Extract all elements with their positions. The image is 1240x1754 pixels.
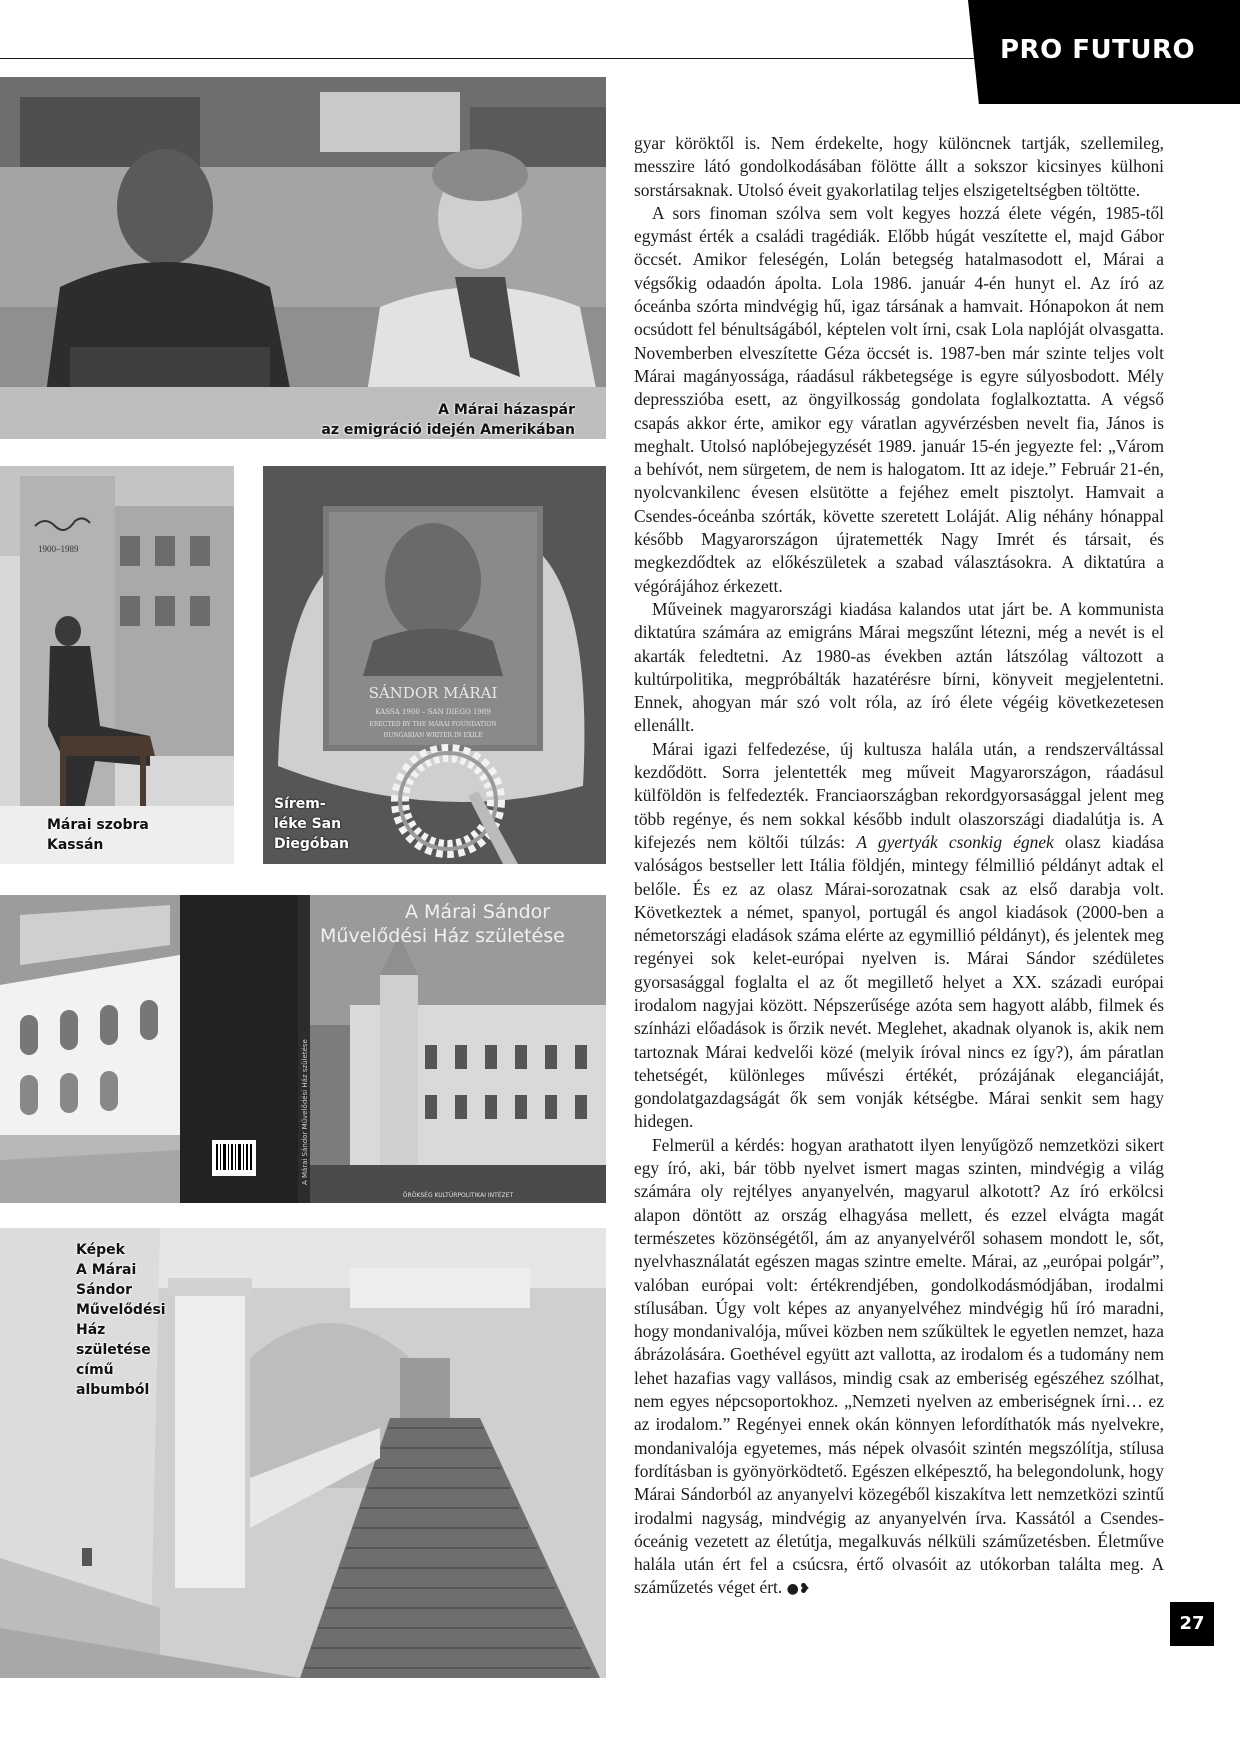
book-title-italic: A gyertyák csonkig égnek — [856, 831, 1054, 852]
caption-album-line7: című — [76, 1362, 114, 1378]
book-title-line2: Művelődési Ház születése — [320, 925, 565, 947]
article-paragraph-4 — [634, 738, 1164, 1134]
article-paragraph-5-text: Felmerül a kérdés: hogyan arathatott ilyen lenyűgöző nemzetközi sikert egy író, aki, bár több nyelvet ismert magas szinten, mindvégig a világ számára oly rejtélyes anyanyelvén, magyarul alkotott? Az író erkölcsi alapon döntött az ország elhagyása mellett, és ezzel elvágta magát természetes közönségétől, ám az anyanyelvéről sohasem mondott le, sőt, nyelvhasználatát egészen magas szintre emelte. Márai, az „európai polgár”, valóban európai volt: értékrendjében, gondolkodásmódjában, irodalmi stílusában. Úgy volt képes az anyanyelvéhez mindvégig hű író maradni, hogy mondanivalója, művei közben nem szűkültek le egyetlen nemzet, haza ábrázolására. Goethével együtt azt vallotta, az irodalom és a tudomány nem lehet hazafias vagy vallásos, mindig csak az emberiség egészéhez szólhat, nem egyes népcsoportokhoz. „Nemzeti nyelven az emberiségnek írni… ez az irodalom.” Regényei ennek okán könnyen lefordíthatók más nyelvekre, mondanivalója egyetemes, más népek olvasóit szintén megszólítja, stílusa fordításban is gyönyörködtető. Egészen elképesztő, ha belegondolunk, hogy Márai Sándorból az anyanyelvi közegéből kiszakítva lett nemzetközi szintű irodalmi nagyság, mindvégig az anyanyelvén írva. Kassától a Csendes-óceánig vezetett az életútja, megalkuvás nélküli száműzetésben. Életműve halála után ért fel a csúcsra, értő olvasóit az utókorban találta meg. A száműzetés véget ért. — [634, 1134, 1164, 1598]
caption-album-line1: Képek — [76, 1242, 125, 1258]
caption-grave-line2: léke San — [274, 816, 342, 832]
caption-couple-line2: az emigráció idején Amerikában — [321, 422, 575, 438]
photo-atrium-image — [0, 895, 180, 1203]
book-publisher: ÖRÖKSÉG KULTÚRPOLITIKAI INTÉZET — [402, 1192, 514, 1199]
article-column — [634, 132, 1164, 1602]
caption-couple — [300, 400, 575, 440]
section-title: PRO FUTURO — [1000, 35, 1196, 65]
header-rule — [0, 58, 980, 59]
photo-statue-image — [0, 466, 234, 864]
article-paragraph-2: A sors finoman szólva sem volt kegyes hozzá élete végén, 1985-től egymást érték a családi tragédiák. Előbb húgát veszítette el, majd Gábor öccsét. Amikor feleségén, Lolán betegség hatalmasodott el, Márai a végsőkig odaadón ápolta. Lola 1986. január 4-én hunyt el. Az író az óceánba szórta mindvégig hű, igaz társának a hamvait. Hónapokon át nem ocsúdott fel bénultságából, képtelen volt írni, csak Lola naplóját olvasgatta. Novemberben elveszítette Géza öccsét is. 1987-ben már szinte teljes volt Márai magányossága, ráadásul rákbetegsége is egyre súlyosbodott. Mély depresszióba esett, az öngyilkosság gondolata foglalkoztatta. A végső csapás akkor érte, amikor egy váratlan agyvérzésben nevelt fia, János is meghalt. Utolsó naplóbejegyzését 1989. január 15-én jegyezte fel: „Várom a behívót, nem sürgetem, de nem is halogatom. Itt az ideje.” Február 21-én, nyolcvankilenc évesen elsütötte a fejéhez emelt pisztolyt. Hamvait a Csendes-óceánba szórták, követte szeretett Loláját. Alig néhány hónappal később Magyarországon újratemették Nagy Imrét és társait, és megkezdődtek az előkészületek a szabad választásokra. A diktatúra a végórájához érkezett. — [634, 202, 1164, 596]
plaque-line2: ERECTED BY THE MÁRAI FOUNDATION — [369, 721, 497, 728]
caption-grave — [274, 794, 364, 854]
book-cover — [180, 895, 606, 1203]
page-number: 27 — [1179, 1613, 1205, 1634]
caption-statue-line2: Kassán — [47, 837, 104, 853]
caption-grave-line3: Diegóban — [274, 836, 349, 852]
article-paragraph-3: Műveinek magyarországi kiadása kalandos utat járt be. A kommunista diktatúra számára az emigráns Márai megszűnt létezni, még a nevét is el akarták feledtetni. Az 1980-as években aztán látszólag változott a kultúrpolitika, megpróbálták hazatérésre bírni, könyveit megjelentetni. Ennek, ahogyan már szó volt róla, az író élete végéig következetesen ellenállt. — [634, 598, 1164, 736]
caption-album-line2: A Márai — [76, 1262, 137, 1278]
caption-album-line8: albumból — [76, 1382, 150, 1398]
plaque-line1: KASSA 1900 – SAN DIEGO 1989 — [375, 708, 491, 716]
article-paragraph-4a: Márai igazi felfedezése, új kultusza halála után, a rendszerváltással kezdődött. Sorra jelentették meg műveit Magyarországon, ráadásul külföldön is felfedezték. Franciaországban rekordgyorsasággal jelent meg több regénye, és nem sokkal később indult olaszországi diadalútja is. A kifejezés nem költői túlzás: — [634, 738, 1164, 852]
caption-album-line5: Ház — [76, 1322, 106, 1338]
book-spine-text: A Márai Sándor Művelődési Ház születése — [301, 1039, 309, 1185]
caption-statue-line1: Márai szobra — [47, 817, 149, 833]
article-paragraph-4b: olasz kiadása valóságos bestseller lett Itália földjén, mintegy félmillió példányt adtak el belőle. És ez az olasz Márai-sorozatnak csak az első darabja volt. Következtek a német, spanyol, portugál és angol kiadások (2000-ben a németországi eladások száma elérte az egymillió példányt), és jelentek meg regényei sok kelet-európai nyelven is. Márai Sándor szédületes gyorsasággal foglalta el az őt megillető helyet a XX. századi európai irodalom nagyjai között. Népszerűsége azóta sem hagyott alább, filmek és színházi előadások is őrzik nevét. Meglehet, akadnak olyanok is, akik nem tartoznak Márai kedvelői közé (melyik íróval nincs ez így?), ám páratlan tehetségét, különleges művészi értékét, prózájának eleganciáját, gondolatgazdagságát ők sem vonják kétségbe. Márai senkit sem hagy hidegen. — [634, 831, 1165, 1132]
book-title-line1: A Márai Sándor — [405, 901, 551, 923]
photo-couple-image — [0, 77, 606, 439]
article-paragraph-5 — [634, 1134, 1164, 1602]
caption-statue — [47, 815, 167, 855]
caption-album-line4: Művelődési — [76, 1302, 166, 1318]
photo-statue-kassa — [0, 466, 234, 864]
caption-grave-line1: Sírem- — [274, 796, 326, 812]
plaque-name: SÁNDOR MÁRAI — [368, 684, 498, 702]
plaque-line3: HUNGARIAN WRITER IN EXILE — [383, 732, 483, 739]
photo-interior-atrium — [0, 895, 180, 1203]
caption-couple-line1: A Márai házaspár — [438, 402, 575, 418]
article-paragraph-1: gyar köröktől is. Nem érdekelte, hogy különcnek tartják, szellemileg, messzire látó gondolkodásában fölötte állt a sokszor kicsinyes külhoni sorstársaknak. Utolsó éveit gyakorlatilag teljes elszigeteltségben töltötte. — [634, 133, 1164, 200]
end-mark-icon: ●❥ — [786, 1581, 811, 1598]
photo-marai-couple — [0, 77, 606, 439]
svg-text:1900–1989: 1900–1989 — [38, 544, 79, 554]
caption-album — [76, 1240, 176, 1400]
book-cover-image — [180, 895, 606, 1203]
caption-album-line6: születése — [76, 1342, 151, 1358]
caption-album-line3: Sándor — [76, 1282, 133, 1298]
